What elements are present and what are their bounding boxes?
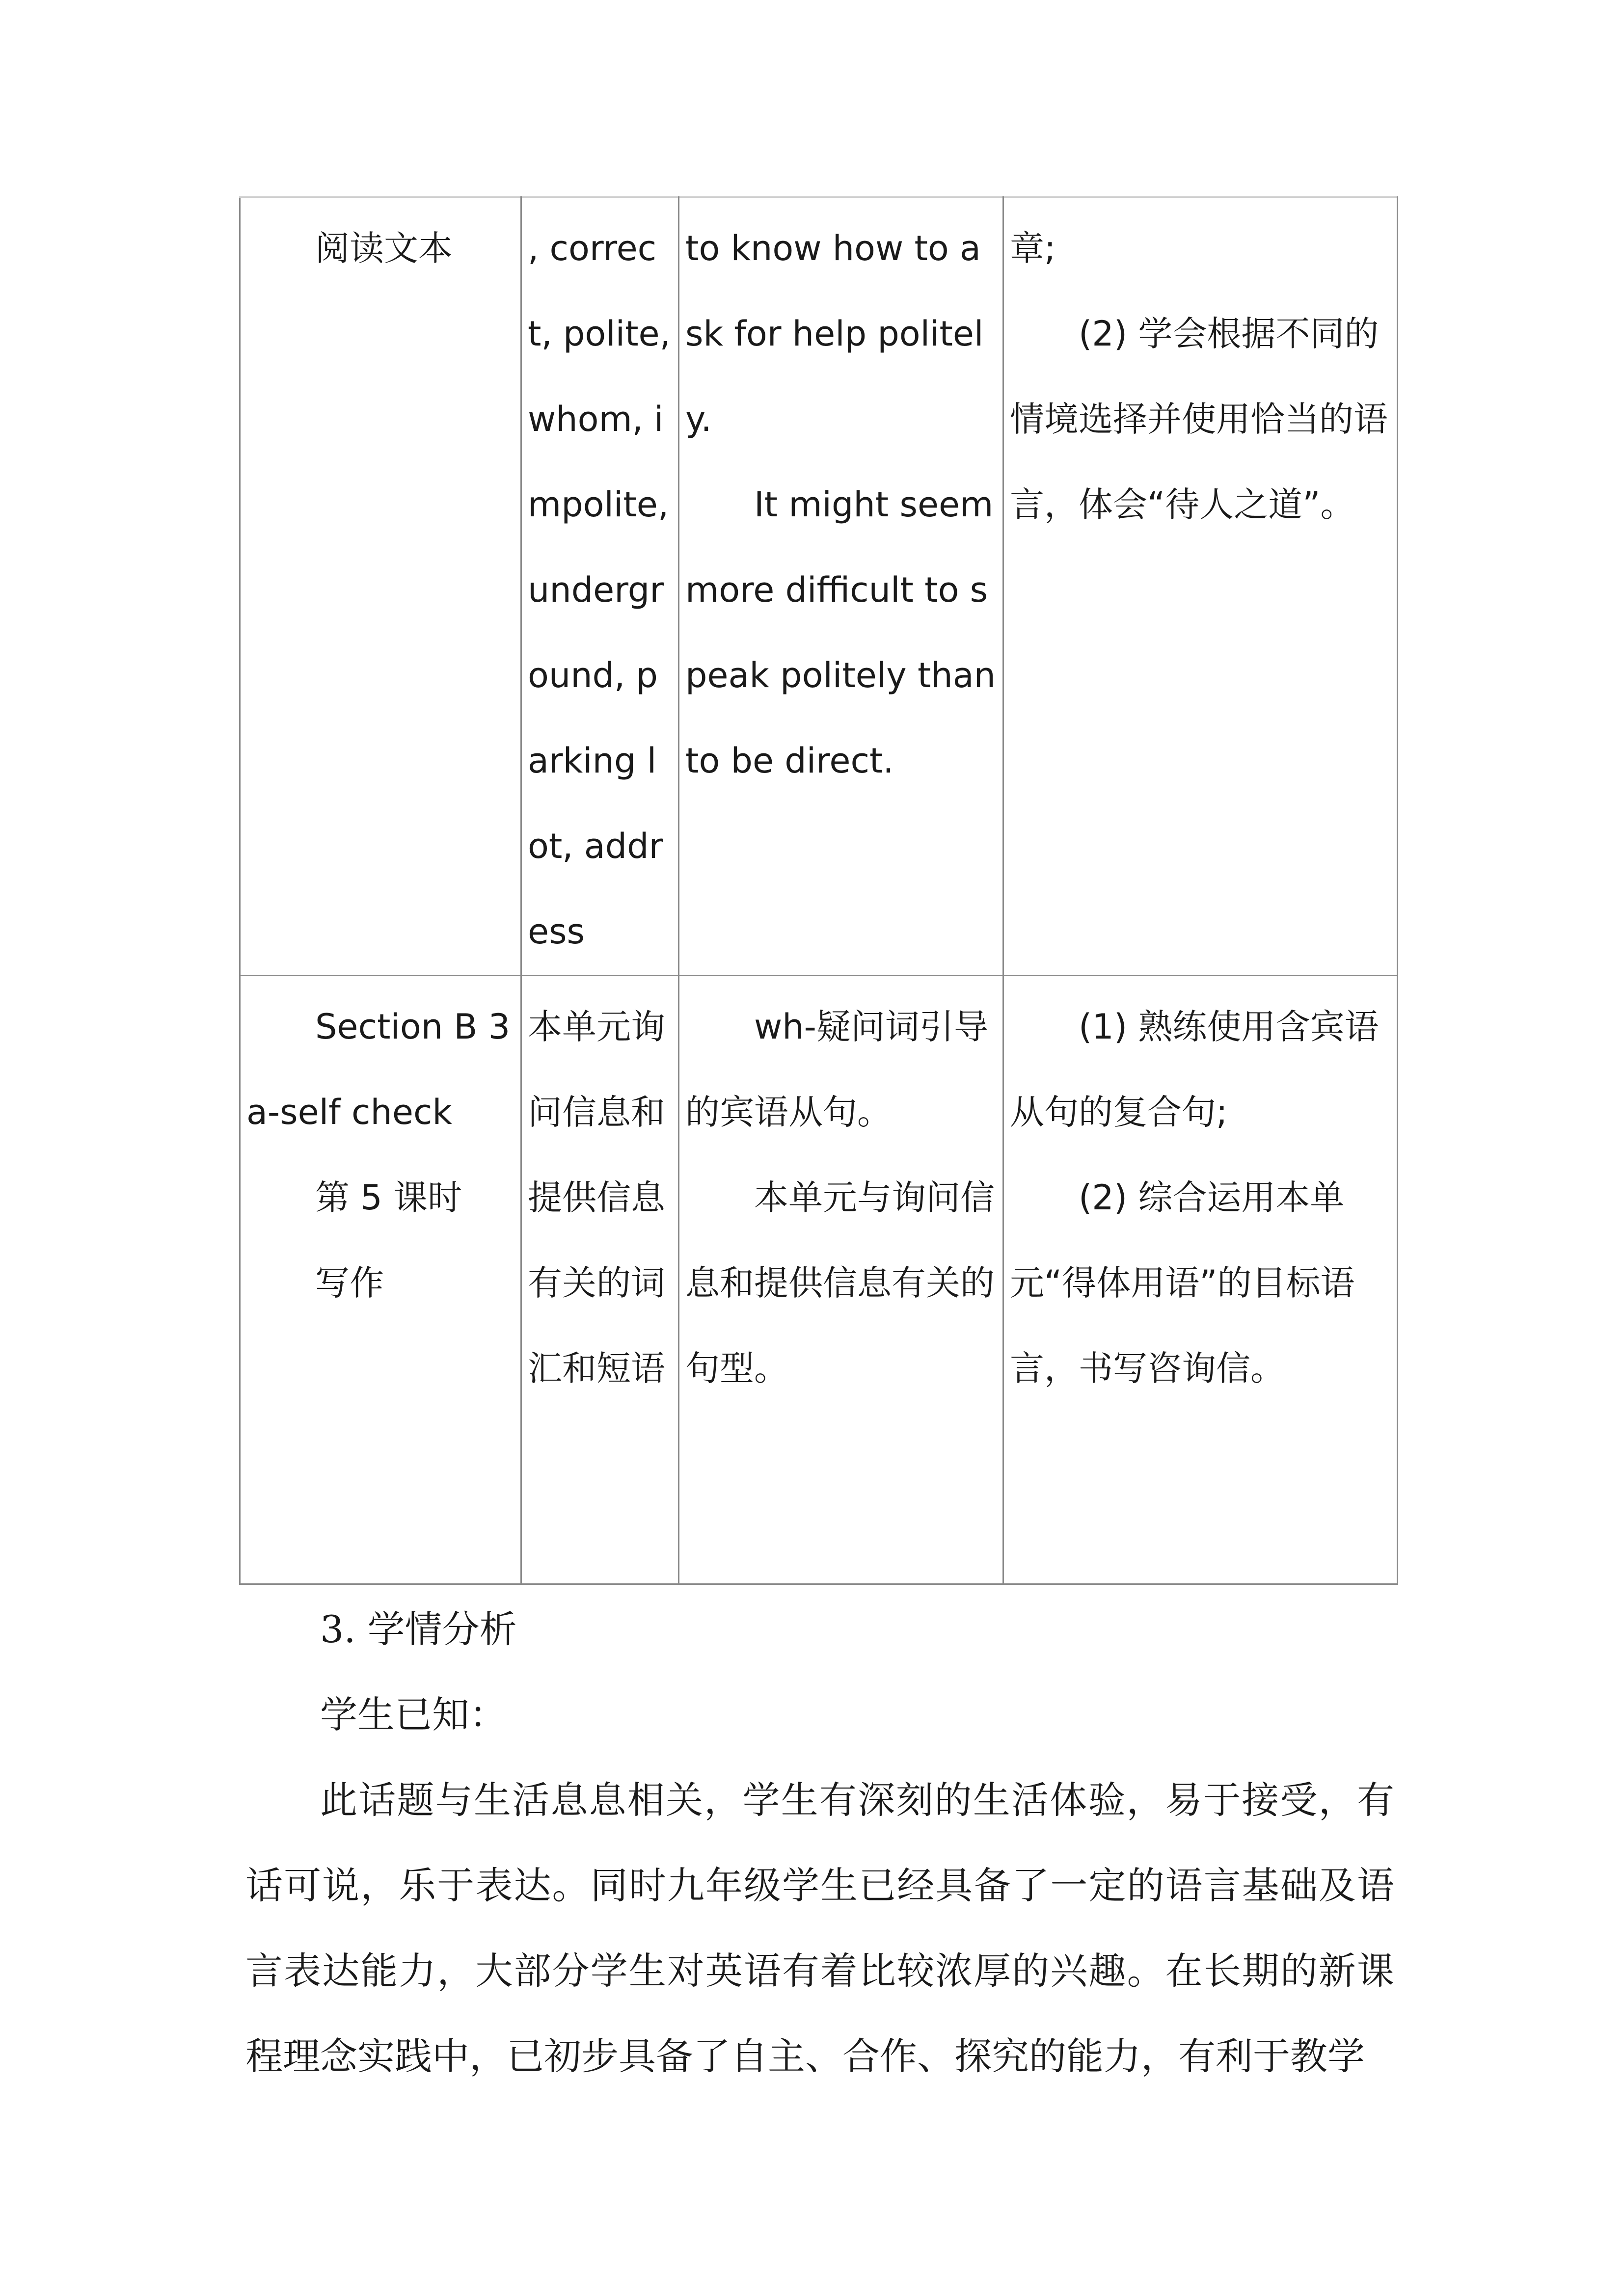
table-cell [679, 197, 1003, 976]
table-cell [521, 197, 679, 976]
cell-text: 写作 [315, 1263, 384, 1303]
cell-text: 本单元与询问信息和提供信息有关的句型。 [685, 1177, 995, 1388]
table-cell [1003, 197, 1398, 976]
cell-text: (2) 学会根据不同的情境选择并使用恰当的语言，体会“待人之道”。 [1010, 314, 1388, 525]
lesson-plan-table [239, 196, 1398, 1585]
table-cell [521, 976, 679, 1584]
cell-text: 本单元询问信息和提供信息有关的词汇和短语 [528, 1007, 665, 1388]
cell-text: to know how to ask for help politely. [685, 228, 984, 439]
cell-text: It might seem more difficult to speak politely than to be direct. [685, 484, 996, 781]
paragraph: 此话题与生活息息相关，学生有深刻的生活体验，易于接受，有话可说，乐于表达。同时九年级学生已经具备了一定的语言基础及语言表达能力，大部分学生对英语有着比较浓厚的兴趣。在长期的新课程理念实践中，已初步具备了自主、合作、探究的能力，有利于教学 [245, 1778, 1394, 2078]
cell-text: (2) 综合运用本单元“得体用语”的目标语言，书写咨询信。 [1010, 1177, 1355, 1388]
cell-text: Section B 3a-self check [246, 1007, 511, 1132]
table-cell [240, 197, 521, 976]
cell-text: 第 5 课时 [315, 1177, 462, 1218]
body-text [245, 1587, 1394, 2099]
cell-text: 阅读文本 [315, 228, 453, 268]
table-row [240, 197, 1398, 976]
cell-text: , correct, polite, whom, impolite, underground, parking lot, address [528, 228, 671, 952]
cell-text: wh-疑问词引导的宾语从句。 [685, 1007, 988, 1132]
table-cell [679, 976, 1003, 1584]
subheading: 学生已知： [320, 1693, 507, 1736]
cell-text: (1) 熟练使用含宾语从句的复合句; [1010, 1007, 1379, 1132]
section-heading: 3. 学情分析 [320, 1607, 517, 1651]
table-cell [1003, 976, 1398, 1584]
cell-text: 章; [1010, 228, 1056, 268]
table-row [240, 976, 1398, 1584]
table-cell [240, 976, 521, 1584]
